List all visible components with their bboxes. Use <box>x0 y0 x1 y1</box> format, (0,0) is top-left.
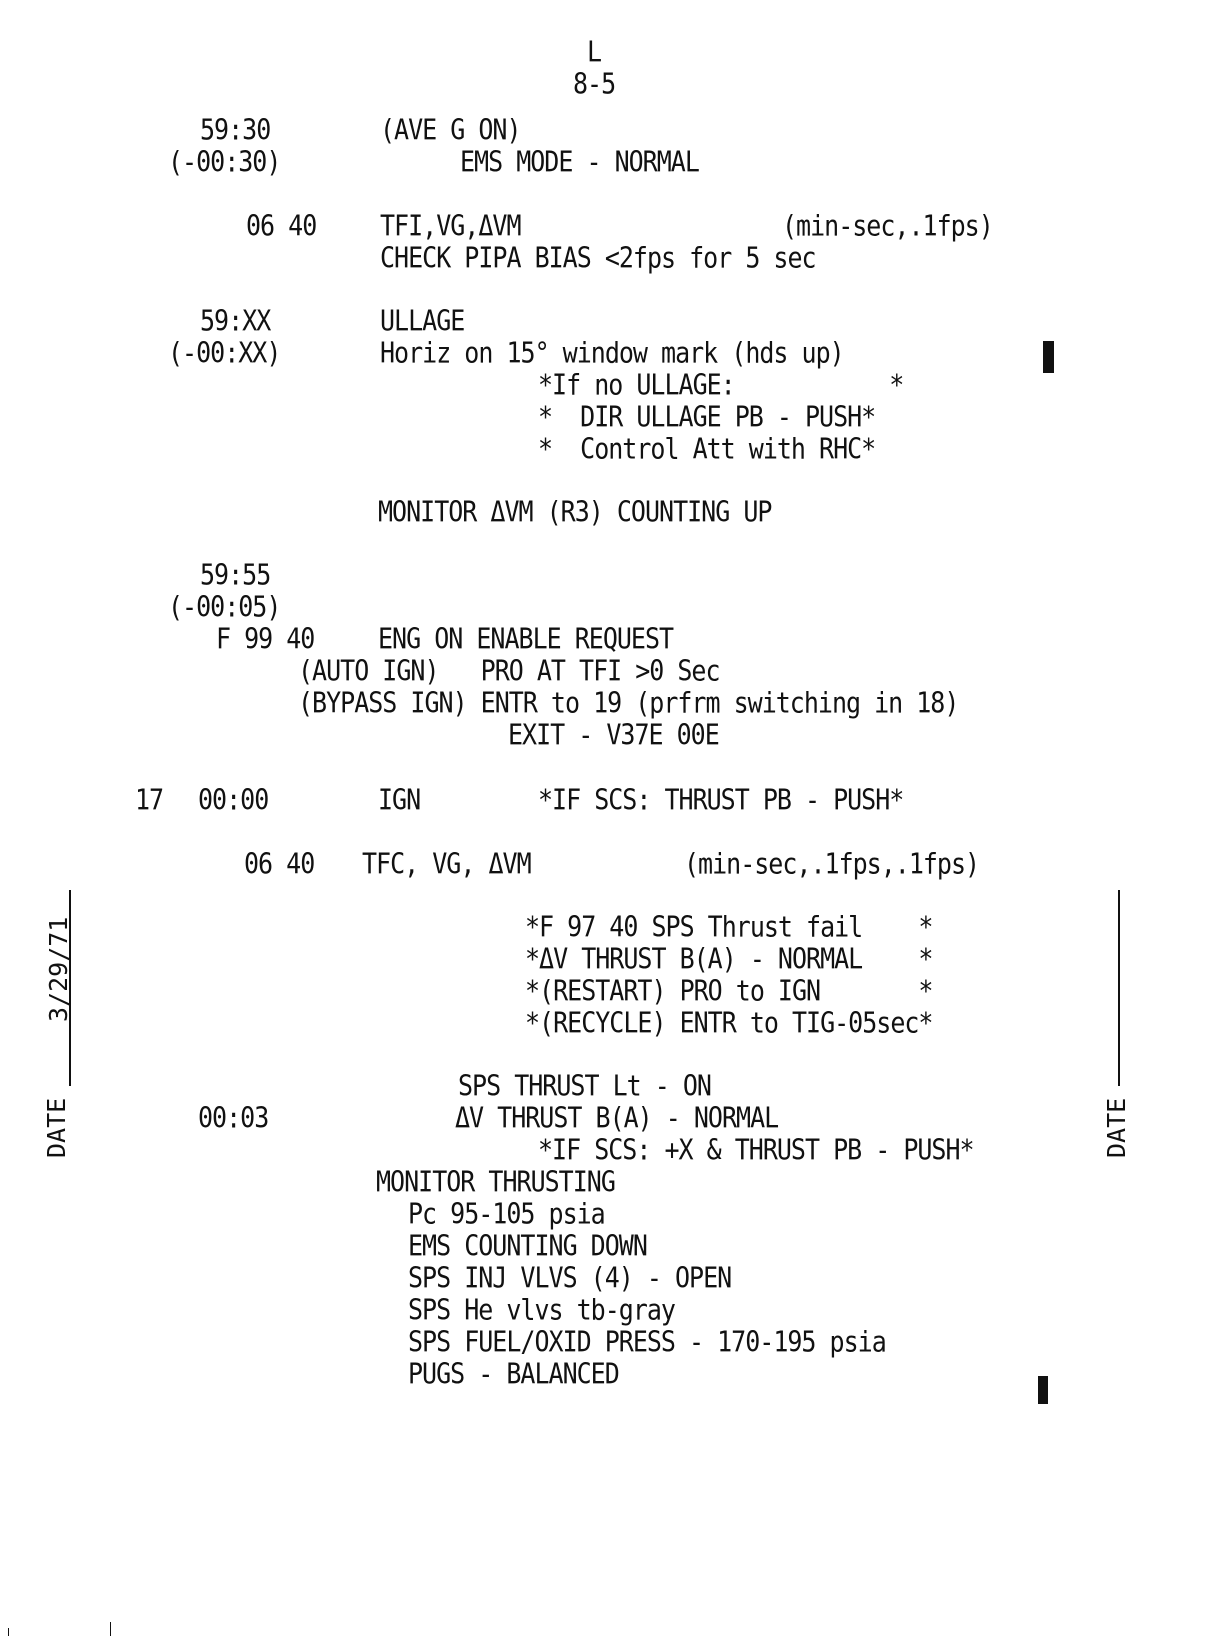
sps-thrust-lt-on: SPS THRUST Lt - ON <box>458 1069 711 1103</box>
fail-note-4: *(RECYCLE) ENTR to TIG-05sec* <box>525 1006 933 1040</box>
monitor-item-he-vlvs: SPS He vlvs tb-gray <box>408 1293 675 1327</box>
scan-tick-2 <box>8 1628 9 1636</box>
time-ave-g: 59:30 <box>200 113 271 147</box>
scan-tick-1 <box>110 1622 111 1636</box>
monitor-item-inj-vlvs: SPS INJ VLVS (4) - OPEN <box>408 1261 732 1295</box>
left-date-value: 3/29/71 <box>44 916 73 1022</box>
event-ave-g: (AVE G ON) <box>380 113 521 147</box>
monitor-item-ems: EMS COUNTING DOWN <box>408 1229 647 1263</box>
hour-17: 17 <box>135 783 164 817</box>
event-ullage: ULLAGE <box>380 304 465 338</box>
monitor-thrusting-title: MONITOR THRUSTING <box>376 1165 615 1199</box>
check-pipa-bias: CHECK PIPA BIAS <2fps for 5 sec <box>380 241 816 275</box>
ign-scs-note: *IF SCS: THRUST PB - PUSH* <box>538 783 904 817</box>
fail-note-3: *(RESTART) PRO to IGN * <box>525 974 933 1008</box>
time-ullage: 59:XX <box>200 304 271 338</box>
ems-mode-normal: EMS MODE - NORMAL <box>460 145 699 179</box>
auto-ign: (AUTO IGN) PRO AT TFI >0 Sec <box>298 654 720 688</box>
noun-06-40-tfc: 06 40 <box>244 847 315 881</box>
horizon-mark: Horiz on 15° window mark (hds up) <box>380 336 844 370</box>
left-date-label: DATE <box>42 1097 71 1158</box>
monitor-dvm: MONITOR ΔVM (R3) COUNTING UP <box>378 495 772 529</box>
fail-note-1: *F 97 40 SPS Thrust fail * <box>525 910 933 944</box>
exit-v37: EXIT - V37E 00E <box>508 718 719 752</box>
ullage-note-3: * Control Att with RHC* <box>538 432 876 466</box>
time-rel-eng-on: (-00:05) <box>168 590 281 624</box>
bypass-ign: (BYPASS IGN) ENTR to 19 (prfrm switching in 18) <box>298 686 959 720</box>
change-bar-upper <box>1043 341 1054 373</box>
time-ign: 00:00 <box>198 783 269 817</box>
flash-f-99-40: F 99 40 <box>216 622 315 656</box>
time-thrust: 00:03 <box>198 1101 269 1135</box>
display-tfi-vg-dvm: TFI,VG,ΔVM <box>380 209 521 243</box>
revision-letter: L <box>587 35 602 69</box>
monitor-item-pugs: PUGS - BALANCED <box>408 1357 619 1391</box>
monitor-item-pc: Pc 95-105 psia <box>408 1197 605 1231</box>
units-tfi: (min-sec,.1fps) <box>782 209 993 243</box>
ullage-note-1: *If no ULLAGE: * <box>538 368 904 402</box>
time-rel-ave-g: (-00:30) <box>168 145 281 179</box>
noun-06-40-tfi: 06 40 <box>246 209 317 243</box>
monitor-item-press: SPS FUEL/OXID PRESS - 170-195 psia <box>408 1325 886 1359</box>
dv-thrust-normal: ΔV THRUST B(A) - NORMAL <box>455 1101 779 1135</box>
display-tfc-vg-dvm: TFC, VG, ΔVM <box>362 847 531 881</box>
event-ign: IGN <box>378 783 421 817</box>
time-eng-on: 59:55 <box>200 558 271 592</box>
thrust-scs-note: *IF SCS: +X & THRUST PB - PUSH* <box>538 1133 974 1167</box>
page-number: 8-5 <box>573 67 616 101</box>
units-tfc: (min-sec,.1fps,.1fps) <box>684 847 980 881</box>
change-bar-lower <box>1038 1376 1048 1404</box>
fail-note-2: *ΔV THRUST B(A) - NORMAL * <box>525 942 933 976</box>
eng-on-enable-request: ENG ON ENABLE REQUEST <box>378 622 674 656</box>
ullage-note-2: * DIR ULLAGE PB - PUSH* <box>538 400 876 434</box>
right-date-rule <box>1118 890 1120 1086</box>
time-rel-ullage: (-00:XX) <box>168 336 281 370</box>
right-date-label: DATE <box>1102 1097 1131 1158</box>
